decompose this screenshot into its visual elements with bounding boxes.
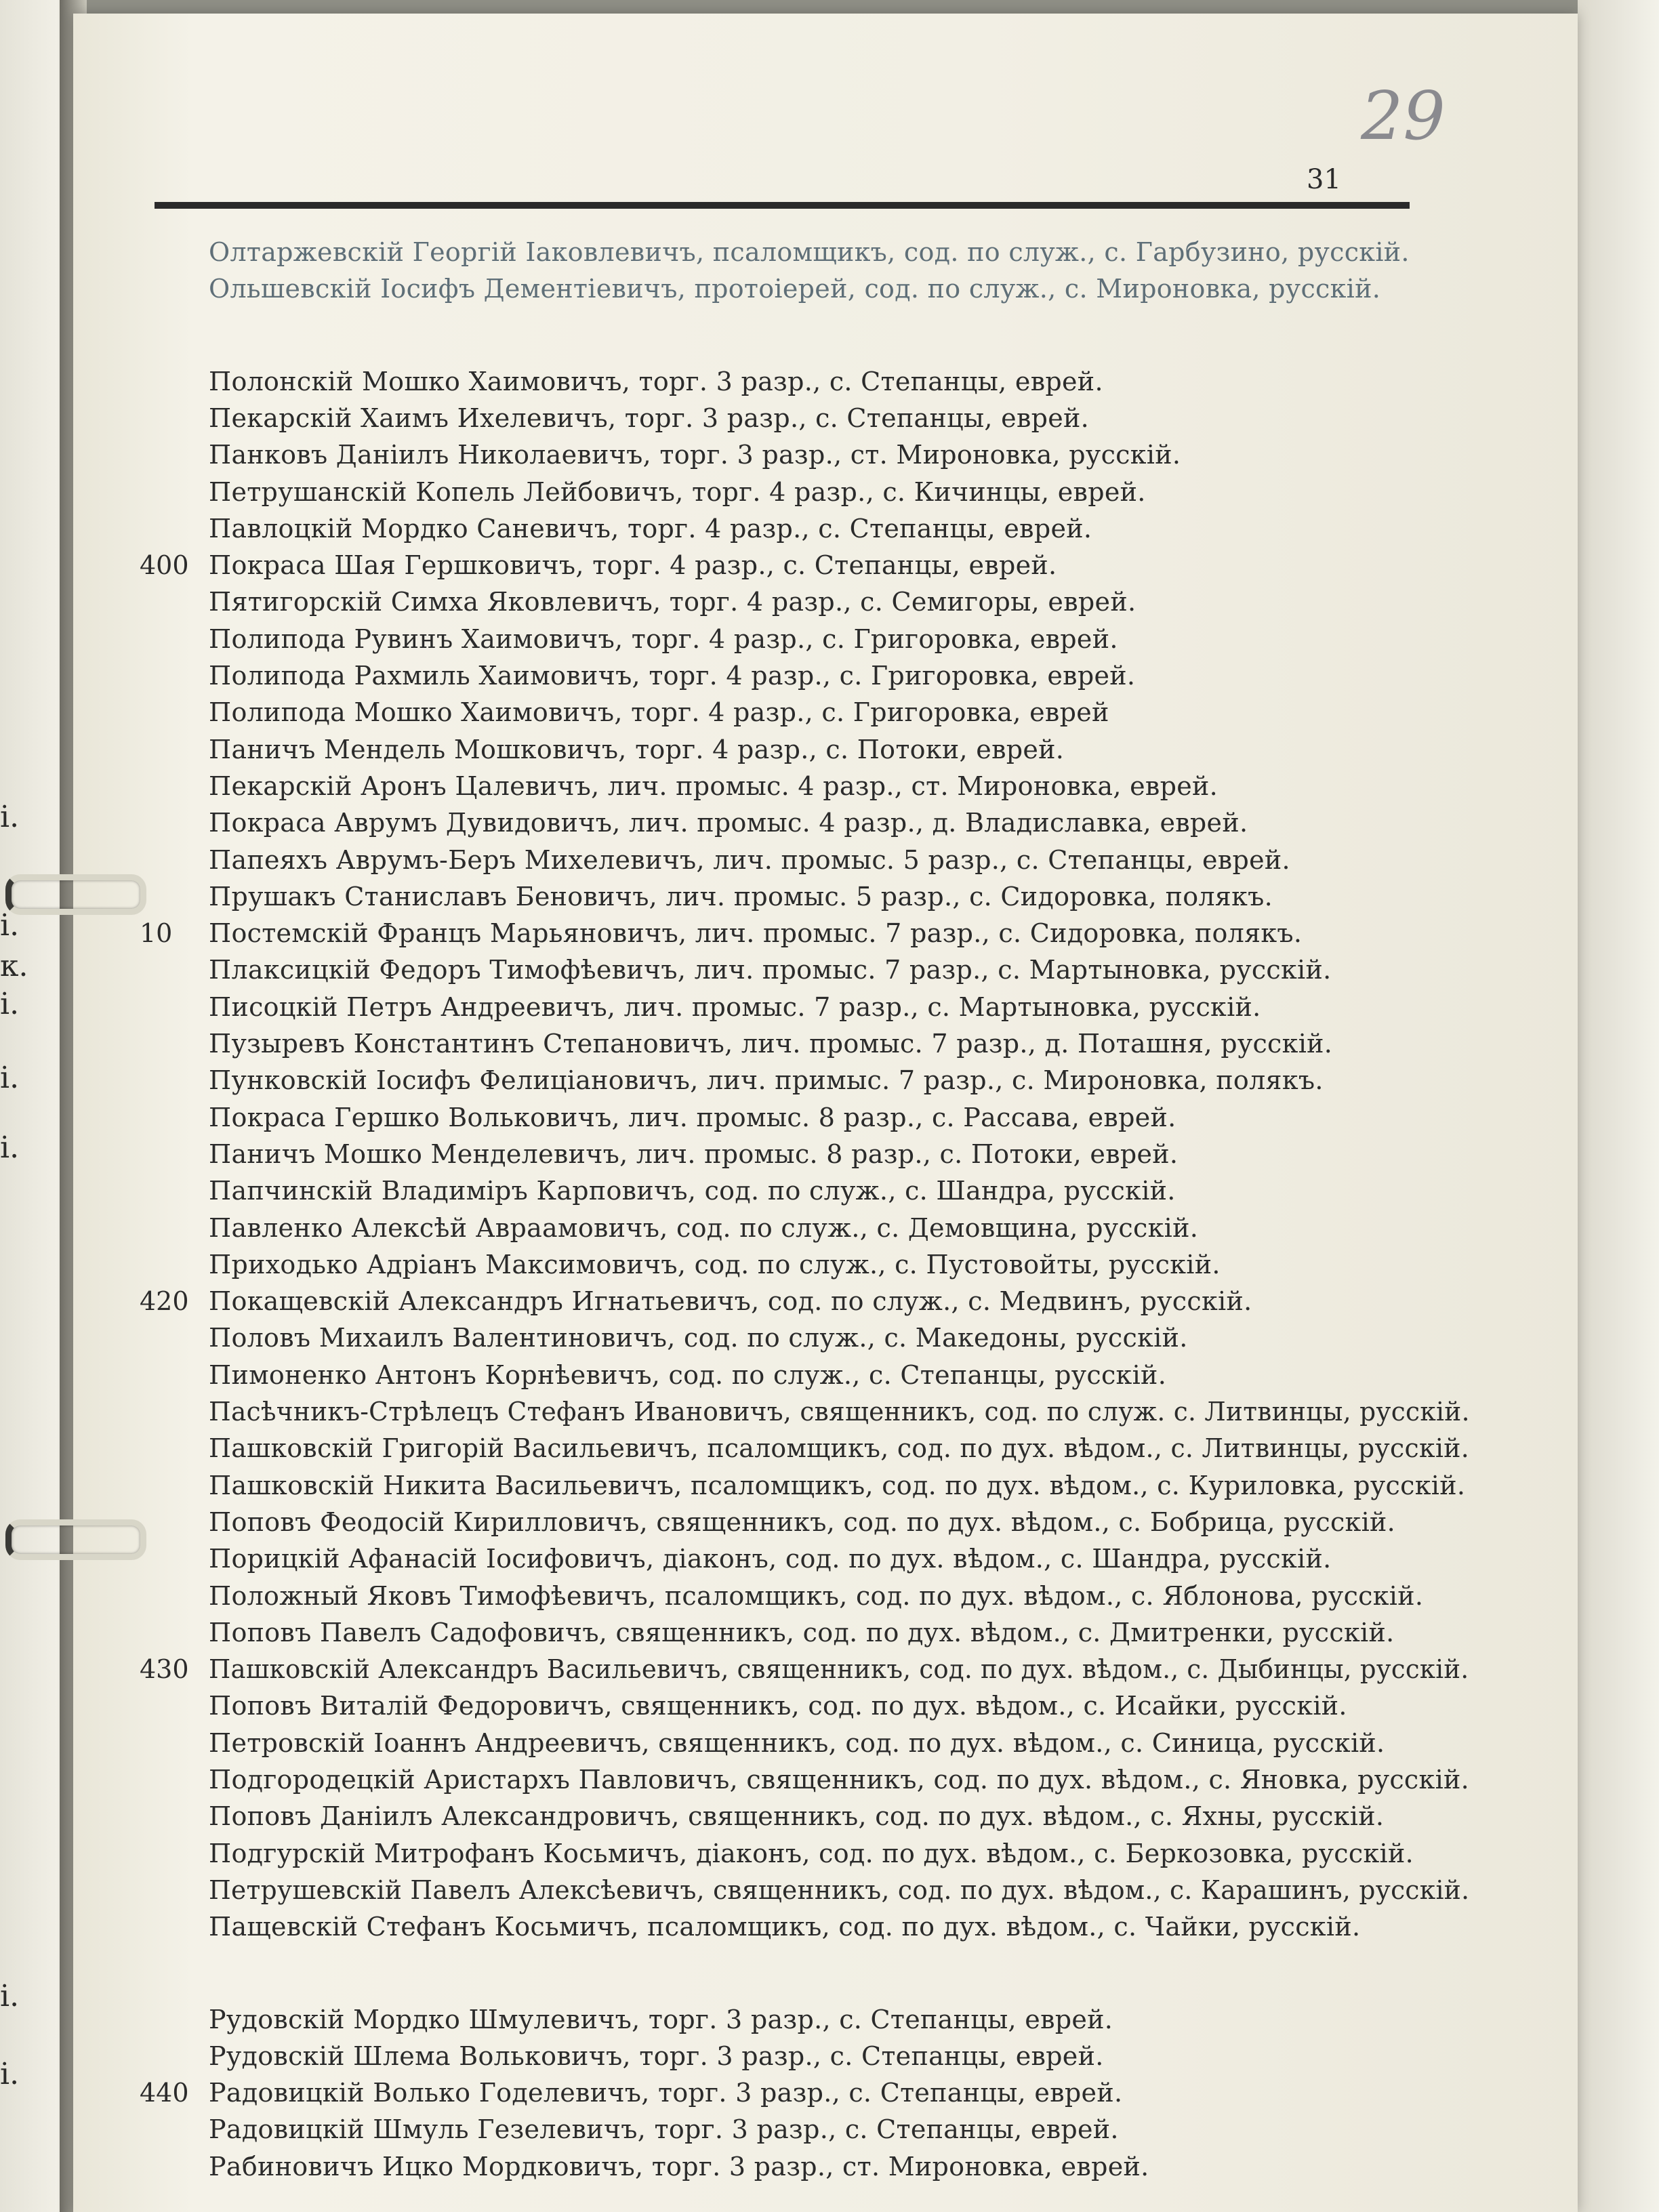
entry-line: Полипода Мошко Хаимовичъ, торг. 4 разр., с. Григоровка, еврей <box>209 697 1109 728</box>
handwritten-folio-number: 29 <box>1361 78 1446 155</box>
entry-line: Пашковскій Александръ Васильевичъ, священникъ, сод. по дух. вѣдом., с. Дыбинцы, русскій. <box>209 1654 1469 1685</box>
entry-line: Подгурскій Митрофанъ Косьмичъ, діаконъ, сод. по дух. вѣдом., с. Беркозовка, русскій. <box>209 1838 1414 1868</box>
left-page-fragment: к. <box>0 949 28 983</box>
left-page-fragment: і. <box>0 2057 20 2091</box>
document-page <box>73 14 1578 2212</box>
entry-line: Писоцкій Петръ Андреевичъ, лич. промыс. 7 разр., с. Мартыновка, русскій. <box>209 991 1261 1022</box>
binding-ring <box>5 1519 146 1560</box>
entry-line: Паничъ Мошко Менделевичъ, лич. промыс. 8 разр., с. Потоки, еврей. <box>209 1139 1179 1169</box>
entry-line: Полипода Рахмиль Хаимовичъ, торг. 4 разр., с. Григоровка, еврей. <box>209 661 1136 691</box>
entry-line: Покраса Шая Гершковичъ, торг. 4 разр., с. Степанцы, еврей. <box>209 550 1057 581</box>
entry-number: 440 <box>140 2078 189 2108</box>
entry-line: Половъ Михаилъ Валентиновичъ, сод. по служ., с. Македоны, русскій. <box>209 1323 1188 1353</box>
entry-line: Петрушанскій Копель Лейбовичъ, торг. 4 разр., с. Кичинцы, еврей. <box>209 476 1146 507</box>
entry-line: Постемскій Францъ Марьяновичъ, лич. промыс. 7 разр., с. Сидоровка, полякъ. <box>209 918 1303 949</box>
entry-number: 400 <box>140 550 189 581</box>
entry-line: Пашковскій Никита Васильевичъ, псаломщикъ, сод. по дух. вѣдом., с. Куриловка, русскій. <box>209 1470 1466 1500</box>
entry-number: 10 <box>140 918 173 949</box>
entry-line: Положный Яковъ Тимофѣевичъ, псаломщикъ, сод. по дух. вѣдом., с. Яблонова, русскій. <box>209 1580 1424 1611</box>
entry-line: Приходько Адріанъ Максимовичъ, сод. по служ., с. Пустовойты, русскій. <box>209 1249 1221 1279</box>
entry-line: Олтаржевскій Георгій Іаковлевичъ, псаломщикъ, сод. по служ., с. Гарбузино, русскій. <box>209 237 1410 267</box>
entry-line: Порицкій Афанасій Іосифовичъ, діаконъ, сод. по дух. вѣдом., с. Шандра, русскій. <box>209 1544 1332 1574</box>
left-page-fragment: і. <box>0 987 20 1021</box>
entry-line: Покраса Аврумъ Дувидовичъ, лич. промыс. 4 разр., д. Владиславка, еврей. <box>209 808 1248 838</box>
entry-line: Ольшевскій Іосифъ Дементіевичъ, протоіерей, сод. по служ., с. Мироновка, русскій. <box>209 274 1381 304</box>
right-page-edge <box>1578 0 1659 2212</box>
page-number: 31 <box>1307 164 1341 195</box>
entry-line: Поповъ Виталій Федоровичъ, священникъ, сод. по дух. вѣдом., с. Исайки, русскій. <box>209 1691 1347 1721</box>
left-page-fragment: і. <box>0 800 20 834</box>
entry-line: Пузыревъ Константинъ Степановичъ, лич. промыс. 7 разр., д. Поташня, русскій. <box>209 1029 1333 1059</box>
entry-line: Панковъ Даніилъ Николаевичъ, торг. 3 разр., ст. Мироновка, русскій. <box>209 440 1181 470</box>
entry-line: Рудовскій Мордко Шмулевичъ, торг. 3 разр., с. Степанцы, еврей. <box>209 2004 1113 2034</box>
entry-line: Покащевскій Александръ Игнатьевичъ, сод. по служ., с. Медвинъ, русскій. <box>209 1286 1252 1317</box>
entry-line: Пимоненко Антонъ Корнѣевичъ, сод. по служ., с. Степанцы, русскій. <box>209 1359 1167 1390</box>
entry-line: Пунковскій Іосифъ Фелиціановичъ, лич. примыс. 7 разр., с. Мироновка, полякъ. <box>209 1065 1324 1096</box>
entry-line: Петровскій Іоаннъ Андреевичъ, священникъ, сод. по дух. вѣдом., с. Синица, русскій. <box>209 1727 1385 1758</box>
entry-line: Папеяхъ Аврумъ-Беръ Михелевичъ, лич. промыс. 5 разр., с. Степанцы, еврей. <box>209 844 1290 875</box>
entry-line: Радовицкій Шмуль Гезелевичъ, торг. 3 разр., с. Степанцы, еврей. <box>209 2114 1119 2145</box>
entry-line: Паничъ Мендель Мошковичъ, торг. 4 разр., с. Потоки, еврей. <box>209 734 1065 764</box>
entry-line: Пашковскій Григорій Васильевичъ, псаломщикъ, сод. по дух. вѣдом., с. Литвинцы, русскій. <box>209 1433 1470 1464</box>
entry-line: Павлоцкій Мордко Саневичъ, торг. 4 разр., с. Степанцы, еврей. <box>209 513 1092 544</box>
entry-number: 420 <box>140 1286 189 1317</box>
left-page-fragment: і. <box>0 1130 20 1165</box>
entry-line: Пекарскій Хаимъ Ихелевичъ, торг. 3 разр., с. Степанцы, еврей. <box>209 403 1090 433</box>
entry-line: Петрушевскій Павелъ Алексѣевичъ, священникъ, сод. по дух. вѣдом., с. Карашинъ, русскій. <box>209 1875 1470 1905</box>
entry-line: Пятигорскій Симха Яковлевичъ, торг. 4 разр., с. Семигоры, еврей. <box>209 587 1136 617</box>
entry-line: Полонскій Мошко Хаимовичъ, торг. 3 разр., с. Степанцы, еврей. <box>209 366 1103 396</box>
entry-line: Поповъ Феодосій Кирилловичъ, священникъ, сод. по дух. вѣдом., с. Бобрица, русскій. <box>209 1507 1396 1537</box>
entry-line: Пащевскій Стефанъ Косьмичъ, псаломщикъ, сод. по дух. вѣдом., с. Чайки, русскій. <box>209 1912 1361 1942</box>
entry-line: Подгородецкій Аристархъ Павловичъ, священникъ, сод. по дух. вѣдом., с. Яновка, русскій. <box>209 1765 1470 1795</box>
entry-line: Пасѣчникъ-Стрѣлецъ Стефанъ Ивановичъ, священникъ, сод. по служ. с. Литвинцы, русскій. <box>209 1397 1470 1427</box>
entry-line: Полипода Рувинъ Хаимовичъ, торг. 4 разр., с. Григоровка, еврей. <box>209 623 1118 654</box>
entry-line: Поповъ Даніилъ Александровичъ, священникъ, сод. по дух. вѣдом., с. Яхны, русскій. <box>209 1801 1385 1832</box>
entry-number: 430 <box>140 1654 189 1685</box>
entry-line: Рудовскій Шлема Вольковичъ, торг. 3 разр., с. Степанцы, еврей. <box>209 2041 1104 2071</box>
left-page-fragment: і. <box>0 1061 20 1095</box>
entry-line: Покраса Гершко Вольковичъ, лич. промыс. 8 разр., с. Рассава, еврей. <box>209 1102 1176 1132</box>
binding-ring <box>5 874 146 915</box>
entry-line: Павленко Алексѣй Авраамовичъ, сод. по служ., с. Демовщина, русскій. <box>209 1212 1199 1243</box>
entry-line: Поповъ Павелъ Садофовичъ, священникъ, сод. по дух. вѣдом., с. Дмитренки, русскій. <box>209 1617 1395 1647</box>
entry-line: Папчинскій Владиміръ Карповичъ, сод. по служ., с. Шандра, русскій. <box>209 1176 1176 1206</box>
header-rule <box>155 202 1410 209</box>
entry-line: Плаксицкій Федоръ Тимофѣевичъ, лич. промыс. 7 разр., с. Мартыновка, русскій. <box>209 955 1332 985</box>
left-page-fragment: і. <box>0 908 20 943</box>
entry-line: Пекарскій Аронъ Цалевичъ, лич. промыс. 4 разр., ст. Мироновка, еврей. <box>209 771 1218 801</box>
left-page-fragment: і. <box>0 1979 20 2013</box>
entry-line: Рабиновичъ Ицко Мордковичъ, торг. 3 разр., ст. Мироновка, еврей. <box>209 2151 1149 2182</box>
entry-line: Прушакъ Станиславъ Беновичъ, лич. промыс. 5 разр., с. Сидоровка, полякъ. <box>209 881 1273 912</box>
entry-line: Радовицкій Волько Годелевичъ, торг. 3 разр., с. Степанцы, еврей. <box>209 2078 1123 2108</box>
